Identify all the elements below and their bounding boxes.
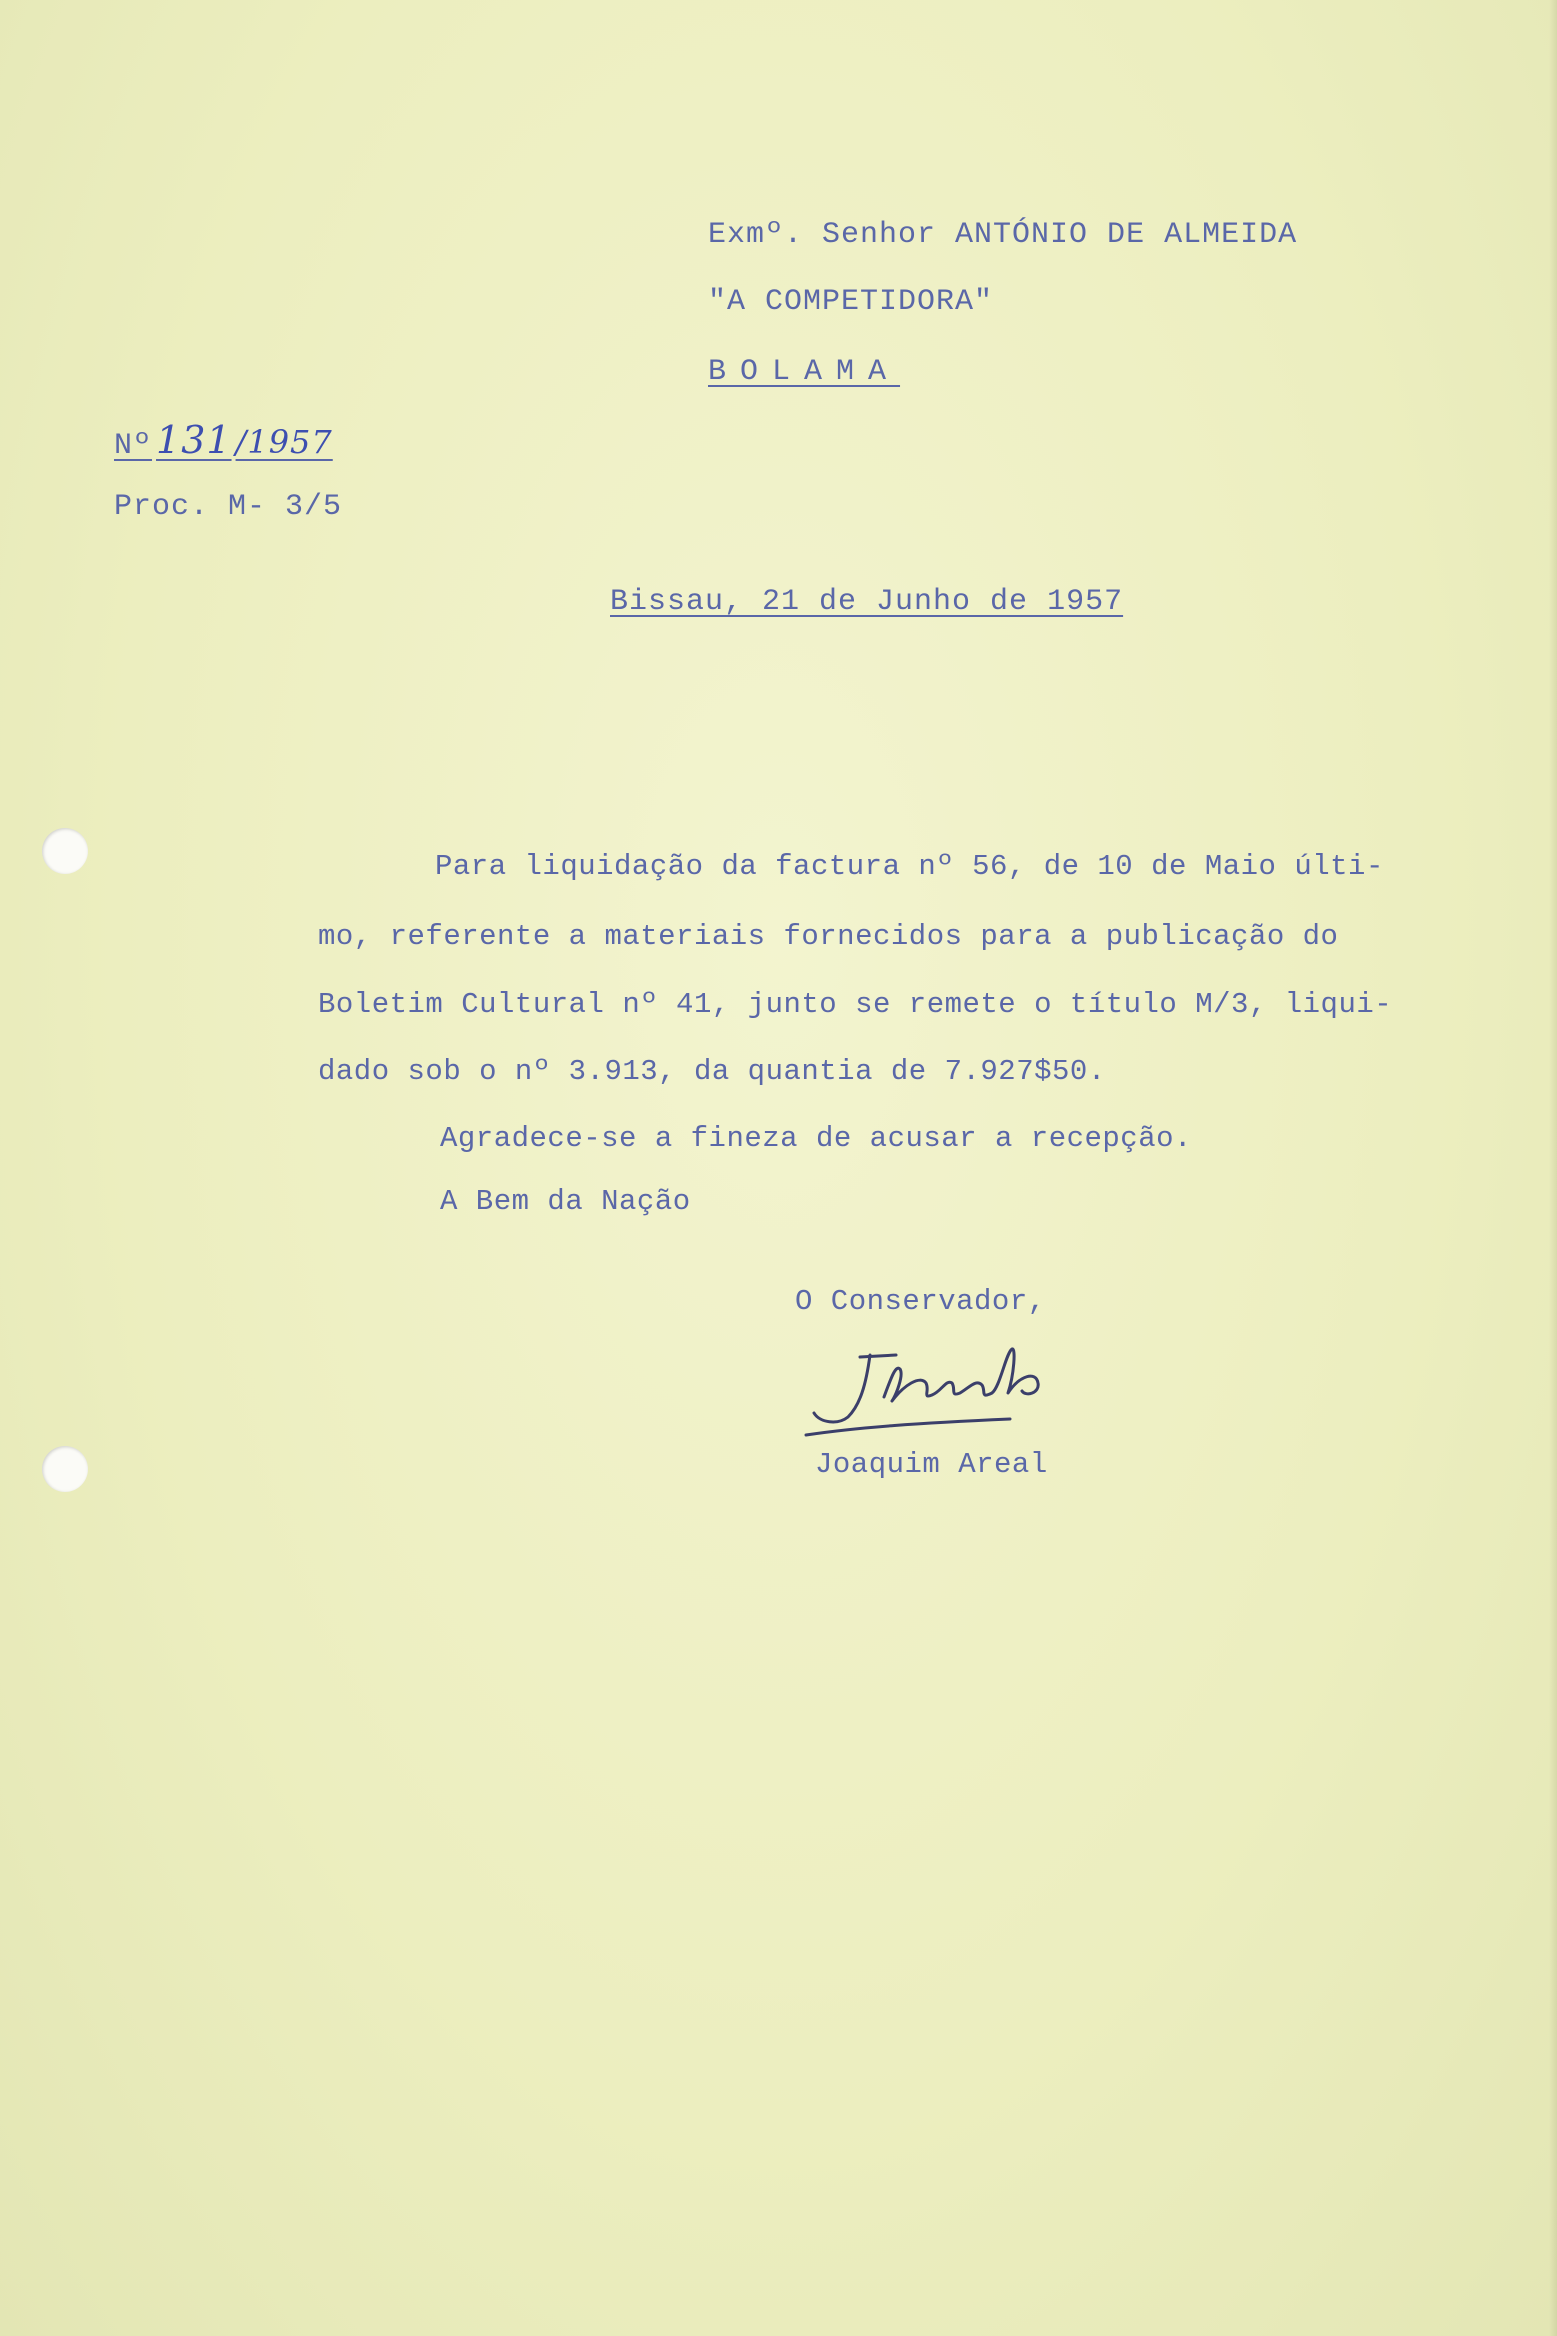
recipient-line-2: "A COMPETIDORA" — [708, 285, 994, 319]
recipient-line-1: Exmº. Senhor ANTÓNIO DE ALMEIDA — [708, 218, 1298, 252]
reference-number-handwritten: 131 — [156, 418, 232, 462]
body-paragraph-1-line-2: mo, referente a materiais fornecidos para a publicação do — [318, 920, 1339, 953]
punch-hole-top — [42, 828, 88, 874]
reference-number-year: /1957 — [235, 423, 333, 461]
signatory-name: Joaquim Areal — [815, 1448, 1048, 1481]
signatory-title: O Conservador, — [795, 1285, 1046, 1318]
body-paragraph-1-line-4: dado sob o nº 3.913, da quantia de 7.927$50. — [318, 1055, 1106, 1088]
recipient-line-3: BOLAMA — [708, 355, 901, 389]
date-line: Bissau, 21 de Junho de 1957 — [610, 585, 1124, 619]
handwritten-signature — [800, 1335, 1080, 1445]
body-paragraph-1-line-1: Para liquidação da factura nº 56, de 10 de Maio últi- — [435, 850, 1384, 883]
closing-line: A Bem da Nação — [440, 1185, 691, 1218]
reference-number-prefix: Nº — [114, 429, 153, 463]
body-paragraph-2: Agradece-se a fineza de acusar a recepção. — [440, 1122, 1192, 1155]
reference-number — [114, 418, 333, 463]
body-paragraph-1-line-3: Boletim Cultural nº 41, junto se remete o título M/3, liqui- — [318, 988, 1393, 1021]
punch-hole-bottom — [42, 1446, 88, 1492]
page-edge-shading — [1549, 0, 1557, 2336]
reference-proc: Proc. M- 3/5 — [114, 490, 343, 524]
